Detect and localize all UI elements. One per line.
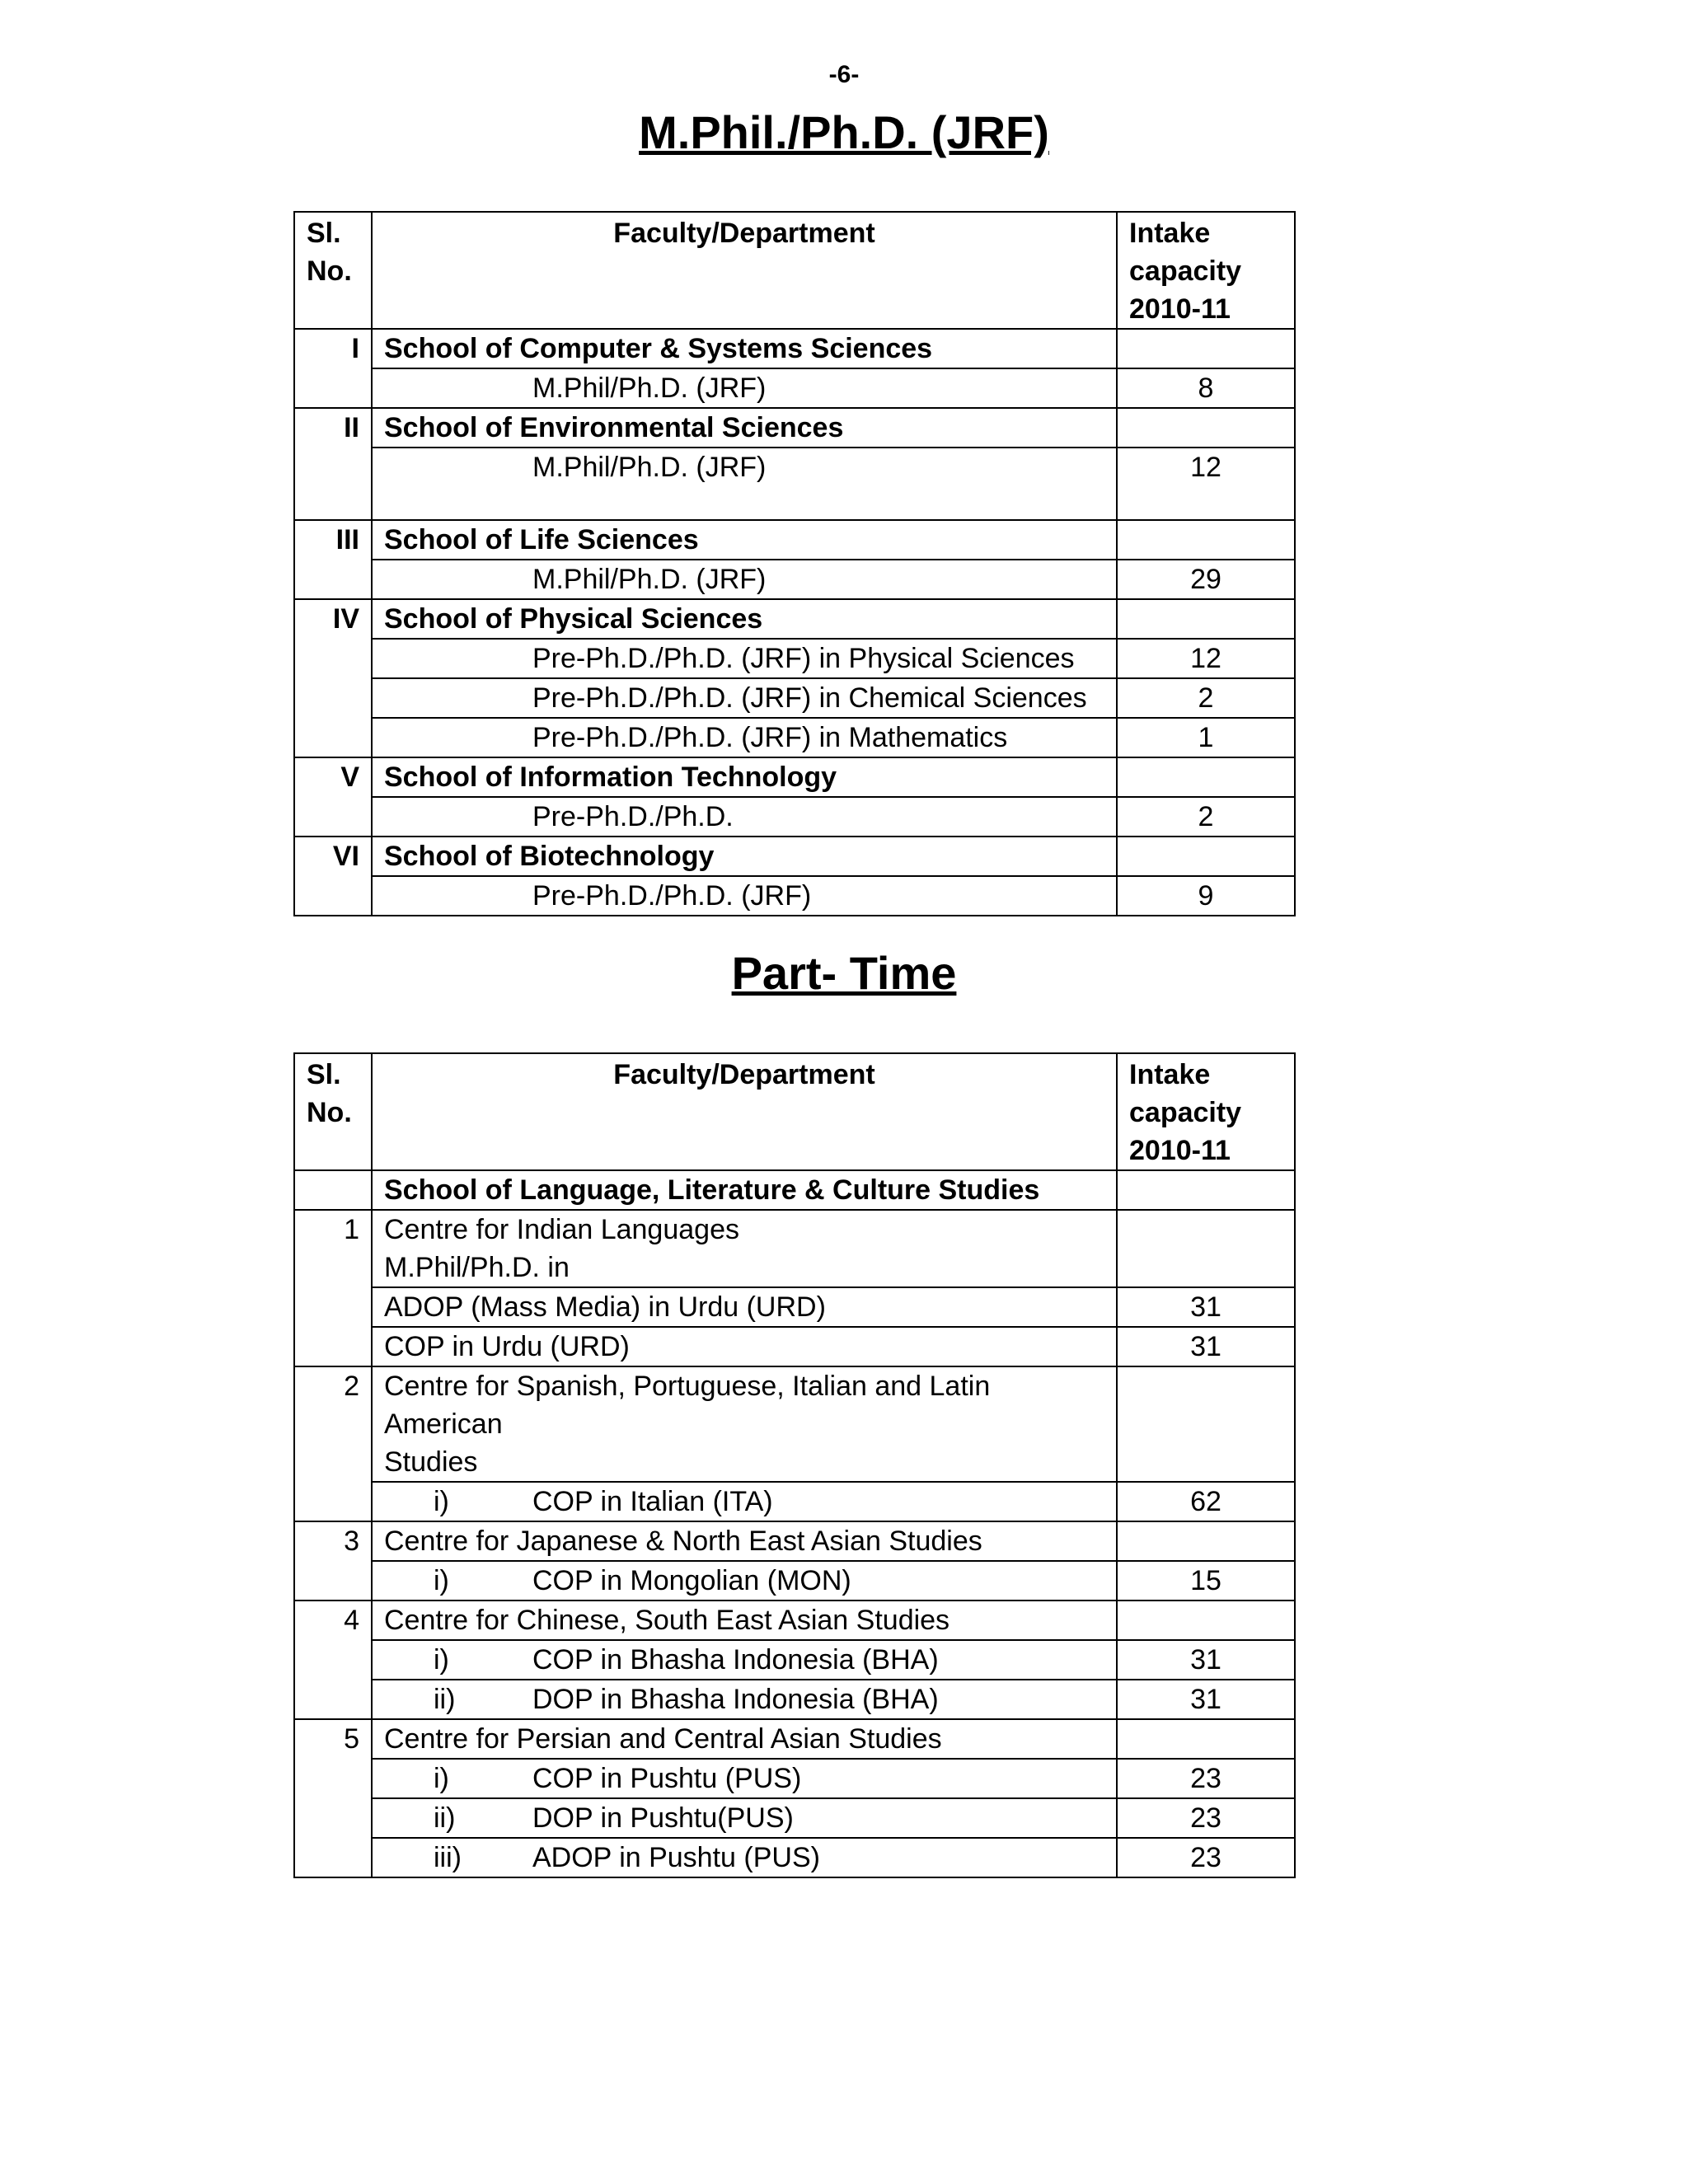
intake-capacity: 12 [1117,448,1295,520]
programme-name: M.Phil/Ph.D. (JRF) [372,448,1117,520]
table-row [294,1210,1295,1287]
table-row [294,329,1295,368]
serial-number: 5 [294,1719,372,1877]
intake-capacity: 31 [1117,1287,1295,1327]
table-row [294,678,1295,718]
intake-capacity [1117,757,1295,797]
table-row [294,1640,1295,1680]
centre-name: Centre for Japanese & North East Asian Studies [372,1521,1117,1561]
intake-capacity [1117,599,1295,639]
header-intake-capacity: Intake capacity 2010-11 [1117,1053,1295,1170]
table-row [294,797,1295,837]
programme-name: M.Phil/Ph.D. (JRF) [372,560,1117,599]
table-row [294,408,1295,448]
programme-name: Pre-Ph.D./Ph.D. (JRF) in Mathematics [372,718,1117,757]
school-name: School of Biotechnology [372,837,1117,876]
programme-name: i) COP in Italian (ITA) [372,1482,1117,1521]
intake-capacity [1117,329,1295,368]
jrf-intake-table [293,211,1296,916]
serial-number: 2 [294,1366,372,1521]
table-header-row [294,212,1295,329]
intake-capacity: 1 [1117,718,1295,757]
serial-number [294,1170,372,1210]
table-row [294,1798,1295,1838]
intake-capacity [1117,520,1295,560]
serial-number: IV [294,599,372,757]
intake-capacity: 2 [1117,797,1295,837]
serial-number: 3 [294,1521,372,1601]
programme-name: i) COP in Mongolian (MON) [372,1561,1117,1601]
school-name: School of Computer & Systems Sciences [372,329,1117,368]
table-row [294,1287,1295,1327]
intake-capacity [1117,1521,1295,1561]
centre-name: Centre for Spanish, Portuguese, Italian and Latin American Studies [372,1366,1117,1482]
serial-number: VI [294,837,372,916]
intake-capacity [1117,408,1295,448]
table-row [294,1521,1295,1561]
school-name: School of Physical Sciences [372,599,1117,639]
table-row [294,876,1295,916]
programme-name: M.Phil/Ph.D. (JRF) [372,368,1117,408]
section-title-part-time: Part- Time [731,947,957,999]
serial-number: II [294,408,372,520]
programme-name: ii) DOP in Pushtu(PUS) [372,1798,1117,1838]
table-row [294,1601,1295,1640]
intake-capacity: 15 [1117,1561,1295,1601]
table-row [294,599,1295,639]
intake-capacity: 9 [1117,876,1295,916]
table-row [294,837,1295,876]
programme-name: ADOP (Mass Media) in Urdu (URD) [372,1287,1117,1327]
table-header-row [294,1053,1295,1170]
serial-number: I [294,329,372,408]
programme-name: Pre-Ph.D./Ph.D. [372,797,1117,837]
programme-name: Pre-Ph.D./Ph.D. (JRF) in Chemical Sciences [372,678,1117,718]
intake-capacity: 31 [1117,1640,1295,1680]
intake-capacity: 12 [1117,639,1295,678]
table-row [294,520,1295,560]
header-sl-no: Sl. No. [294,1053,372,1170]
intake-capacity [1117,1719,1295,1759]
header-faculty-department: Faculty/Department [372,212,1117,329]
school-name: School of Language, Literature & Culture Studies [372,1170,1117,1210]
table-row [294,757,1295,797]
intake-capacity: 62 [1117,1482,1295,1521]
intake-capacity [1117,1170,1295,1210]
school-name: School of Information Technology [372,757,1117,797]
table-row [294,1838,1295,1877]
intake-capacity: 23 [1117,1838,1295,1877]
school-name: School of Environmental Sciences [372,408,1117,448]
table-row [294,1482,1295,1521]
intake-capacity: 23 [1117,1759,1295,1798]
intake-capacity [1117,1210,1295,1287]
centre-name: Centre for Indian Languages M.Phil/Ph.D. in [372,1210,1117,1287]
intake-capacity: 31 [1117,1327,1295,1366]
programme-name: iii) ADOP in Pushtu (PUS) [372,1838,1117,1877]
table-row [294,1719,1295,1759]
table-row [294,1680,1295,1719]
programme-name: COP in Urdu (URD) [372,1327,1117,1366]
intake-capacity [1117,837,1295,876]
programme-name: Pre-Ph.D./Ph.D. (JRF) in Physical Sciences [372,639,1117,678]
table-row [294,368,1295,408]
intake-capacity [1117,1366,1295,1482]
intake-capacity: 29 [1117,560,1295,599]
section-title-jrf: M.Phil./Ph.D. (JRF) [639,106,1049,158]
intake-capacity: 23 [1117,1798,1295,1838]
table-row [294,1170,1295,1210]
header-faculty-department: Faculty/Department [372,1053,1117,1170]
table-row [294,560,1295,599]
header-intake-capacity: Intake capacity 2010-11 [1117,212,1295,329]
centre-name: Centre for Persian and Central Asian Studies [372,1719,1117,1759]
serial-number: 4 [294,1601,372,1719]
programme-name: ii) DOP in Bhasha Indonesia (BHA) [372,1680,1117,1719]
serial-number: 1 [294,1210,372,1366]
centre-name: Centre for Chinese, South East Asian Studies [372,1601,1117,1640]
school-name: School of Life Sciences [372,520,1117,560]
intake-capacity [1117,1601,1295,1640]
table-row [294,1561,1295,1601]
part-time-intake-table [293,1052,1296,1878]
table-row [294,1366,1295,1482]
table-row [294,639,1295,678]
table-row [294,1327,1295,1366]
page-number: -6- [828,61,860,88]
table-row [294,718,1295,757]
intake-capacity: 8 [1117,368,1295,408]
serial-number: III [294,520,372,599]
programme-name: Pre-Ph.D./Ph.D. (JRF) [372,876,1117,916]
serial-number: V [294,757,372,837]
header-sl-no: Sl. No. [294,212,372,329]
intake-capacity: 31 [1117,1680,1295,1719]
table-row [294,448,1295,520]
programme-name: i) COP in Bhasha Indonesia (BHA) [372,1640,1117,1680]
programme-name: i) COP in Pushtu (PUS) [372,1759,1117,1798]
table-row [294,1759,1295,1798]
intake-capacity: 2 [1117,678,1295,718]
